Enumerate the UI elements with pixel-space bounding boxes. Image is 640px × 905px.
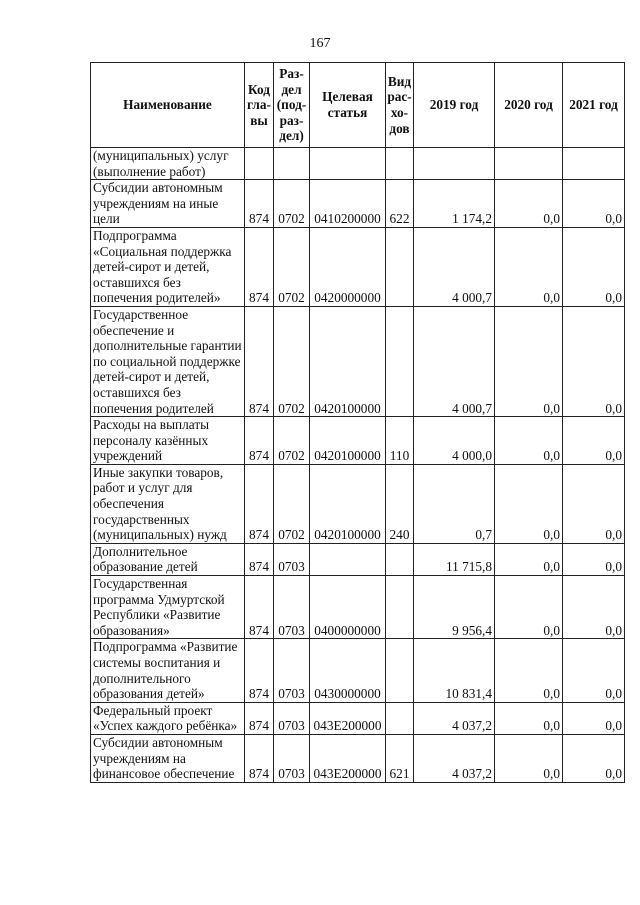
- cell-name: Государственная программа Удмуртской Республики «Развитие образования»: [91, 576, 245, 639]
- cell-target-article: 0400000000: [310, 576, 386, 639]
- cell-chapter-code: 874: [245, 734, 274, 782]
- cell-2019: 4 000,7: [414, 306, 495, 416]
- cell-section: [274, 148, 310, 180]
- cell-name: Подпрограмма «Развитие системы воспитания и дополнительного образования детей»: [91, 639, 245, 702]
- cell-2021: 0,0: [563, 180, 625, 228]
- cell-target-article: 0420000000: [310, 227, 386, 306]
- cell-target-article: 043Е200000: [310, 734, 386, 782]
- cell-2020: 0,0: [495, 227, 563, 306]
- cell-2020: 0,0: [495, 464, 563, 543]
- table-row: [91, 306, 625, 416]
- cell-expense-type: [386, 702, 414, 734]
- cell-expense-type: [386, 306, 414, 416]
- table-row: [91, 227, 625, 306]
- cell-section: 0703: [274, 639, 310, 702]
- table-row: [91, 543, 625, 575]
- cell-2021: 0,0: [563, 702, 625, 734]
- cell-section: 0702: [274, 227, 310, 306]
- cell-target-article: 0420100000: [310, 464, 386, 543]
- table-row: [91, 148, 625, 180]
- cell-2019: 0,7: [414, 464, 495, 543]
- cell-chapter-code: 874: [245, 417, 274, 465]
- header-expense-type: Вид рас- хо- дов: [386, 63, 414, 148]
- cell-2019: 10 831,4: [414, 639, 495, 702]
- cell-name: Государственное обеспечение и дополнительные гарантии по социальной поддержке детей-сирот и детей, оставшихся без попечения родителей: [91, 306, 245, 416]
- cell-target-article: [310, 543, 386, 575]
- budget-table: [90, 62, 625, 783]
- cell-expense-type: [386, 148, 414, 180]
- cell-name: (муниципальных) услуг (выполнение работ): [91, 148, 245, 180]
- cell-name: Подпрограмма «Социальная поддержка детей-сирот и детей, оставшихся без попечения родителей»: [91, 227, 245, 306]
- cell-section: 0703: [274, 543, 310, 575]
- cell-name: Расходы на выплаты персоналу казённых учреждений: [91, 417, 245, 465]
- cell-chapter-code: 874: [245, 227, 274, 306]
- cell-2021: 0,0: [563, 734, 625, 782]
- cell-2021: 0,0: [563, 576, 625, 639]
- cell-2020: 0,0: [495, 417, 563, 465]
- cell-2020: [495, 148, 563, 180]
- cell-2019: 4 000,0: [414, 417, 495, 465]
- cell-2019: 11 715,8: [414, 543, 495, 575]
- header-chapter-code: Код гла- вы: [245, 63, 274, 148]
- table-row: [91, 702, 625, 734]
- cell-2021: 0,0: [563, 306, 625, 416]
- cell-target-article: [310, 148, 386, 180]
- cell-2019: 4 037,2: [414, 702, 495, 734]
- cell-2021: 0,0: [563, 639, 625, 702]
- cell-2019: 4 037,2: [414, 734, 495, 782]
- cell-2021: 0,0: [563, 417, 625, 465]
- header-name: Наименование: [91, 63, 245, 148]
- cell-2021: 0,0: [563, 464, 625, 543]
- cell-target-article: 043Е200000: [310, 702, 386, 734]
- cell-name: Субсидии автономным учреждениям на иные цели: [91, 180, 245, 228]
- cell-2021: 0,0: [563, 227, 625, 306]
- cell-chapter-code: [245, 148, 274, 180]
- table-row: [91, 639, 625, 702]
- table-row: [91, 734, 625, 782]
- cell-name: Дополнительное образование детей: [91, 543, 245, 575]
- cell-expense-type: 621: [386, 734, 414, 782]
- page-number: 167: [309, 36, 331, 51]
- cell-section: 0703: [274, 576, 310, 639]
- header-year-2021: 2021 год: [563, 63, 625, 148]
- cell-chapter-code: 874: [245, 576, 274, 639]
- cell-expense-type: [386, 576, 414, 639]
- cell-expense-type: [386, 227, 414, 306]
- cell-2020: 0,0: [495, 306, 563, 416]
- cell-2021: [563, 148, 625, 180]
- cell-2020: 0,0: [495, 702, 563, 734]
- cell-section: 0702: [274, 306, 310, 416]
- header-year-2020: 2020 год: [495, 63, 563, 148]
- cell-name: Иные закупки товаров, работ и услуг для обеспечения государственных (муниципальных) нужд: [91, 464, 245, 543]
- cell-chapter-code: 874: [245, 702, 274, 734]
- header-section: Раз- дел (под- раз- дел): [274, 63, 310, 148]
- cell-2019: 9 956,4: [414, 576, 495, 639]
- table-row: [91, 180, 625, 228]
- table-row: [91, 464, 625, 543]
- cell-name: Субсидии автономным учреждениям на финансовое обеспечение: [91, 734, 245, 782]
- cell-chapter-code: 874: [245, 639, 274, 702]
- cell-2020: 0,0: [495, 180, 563, 228]
- cell-expense-type: 110: [386, 417, 414, 465]
- cell-section: 0702: [274, 417, 310, 465]
- cell-section: 0703: [274, 734, 310, 782]
- cell-name: Федеральный проект «Успех каждого ребёнка»: [91, 702, 245, 734]
- header-year-2019: 2019 год: [414, 63, 495, 148]
- cell-section: 0702: [274, 464, 310, 543]
- cell-2019: 1 174,2: [414, 180, 495, 228]
- cell-chapter-code: 874: [245, 180, 274, 228]
- cell-2020: 0,0: [495, 543, 563, 575]
- cell-target-article: 0420100000: [310, 417, 386, 465]
- cell-section: 0702: [274, 180, 310, 228]
- cell-expense-type: [386, 543, 414, 575]
- cell-chapter-code: 874: [245, 543, 274, 575]
- cell-2019: 4 000,7: [414, 227, 495, 306]
- cell-2021: 0,0: [563, 543, 625, 575]
- table-body: [91, 148, 625, 783]
- cell-target-article: 0420100000: [310, 306, 386, 416]
- cell-expense-type: [386, 639, 414, 702]
- cell-chapter-code: 874: [245, 306, 274, 416]
- cell-target-article: 0410200000: [310, 180, 386, 228]
- header-row: [91, 63, 625, 148]
- table-row: [91, 417, 625, 465]
- cell-expense-type: 240: [386, 464, 414, 543]
- cell-2020: 0,0: [495, 576, 563, 639]
- cell-expense-type: 622: [386, 180, 414, 228]
- cell-target-article: 0430000000: [310, 639, 386, 702]
- header-target-article: Целевая статья: [310, 63, 386, 148]
- cell-section: 0703: [274, 702, 310, 734]
- cell-2020: 0,0: [495, 639, 563, 702]
- cell-2020: 0,0: [495, 734, 563, 782]
- cell-chapter-code: 874: [245, 464, 274, 543]
- table-row: [91, 576, 625, 639]
- cell-2019: [414, 148, 495, 180]
